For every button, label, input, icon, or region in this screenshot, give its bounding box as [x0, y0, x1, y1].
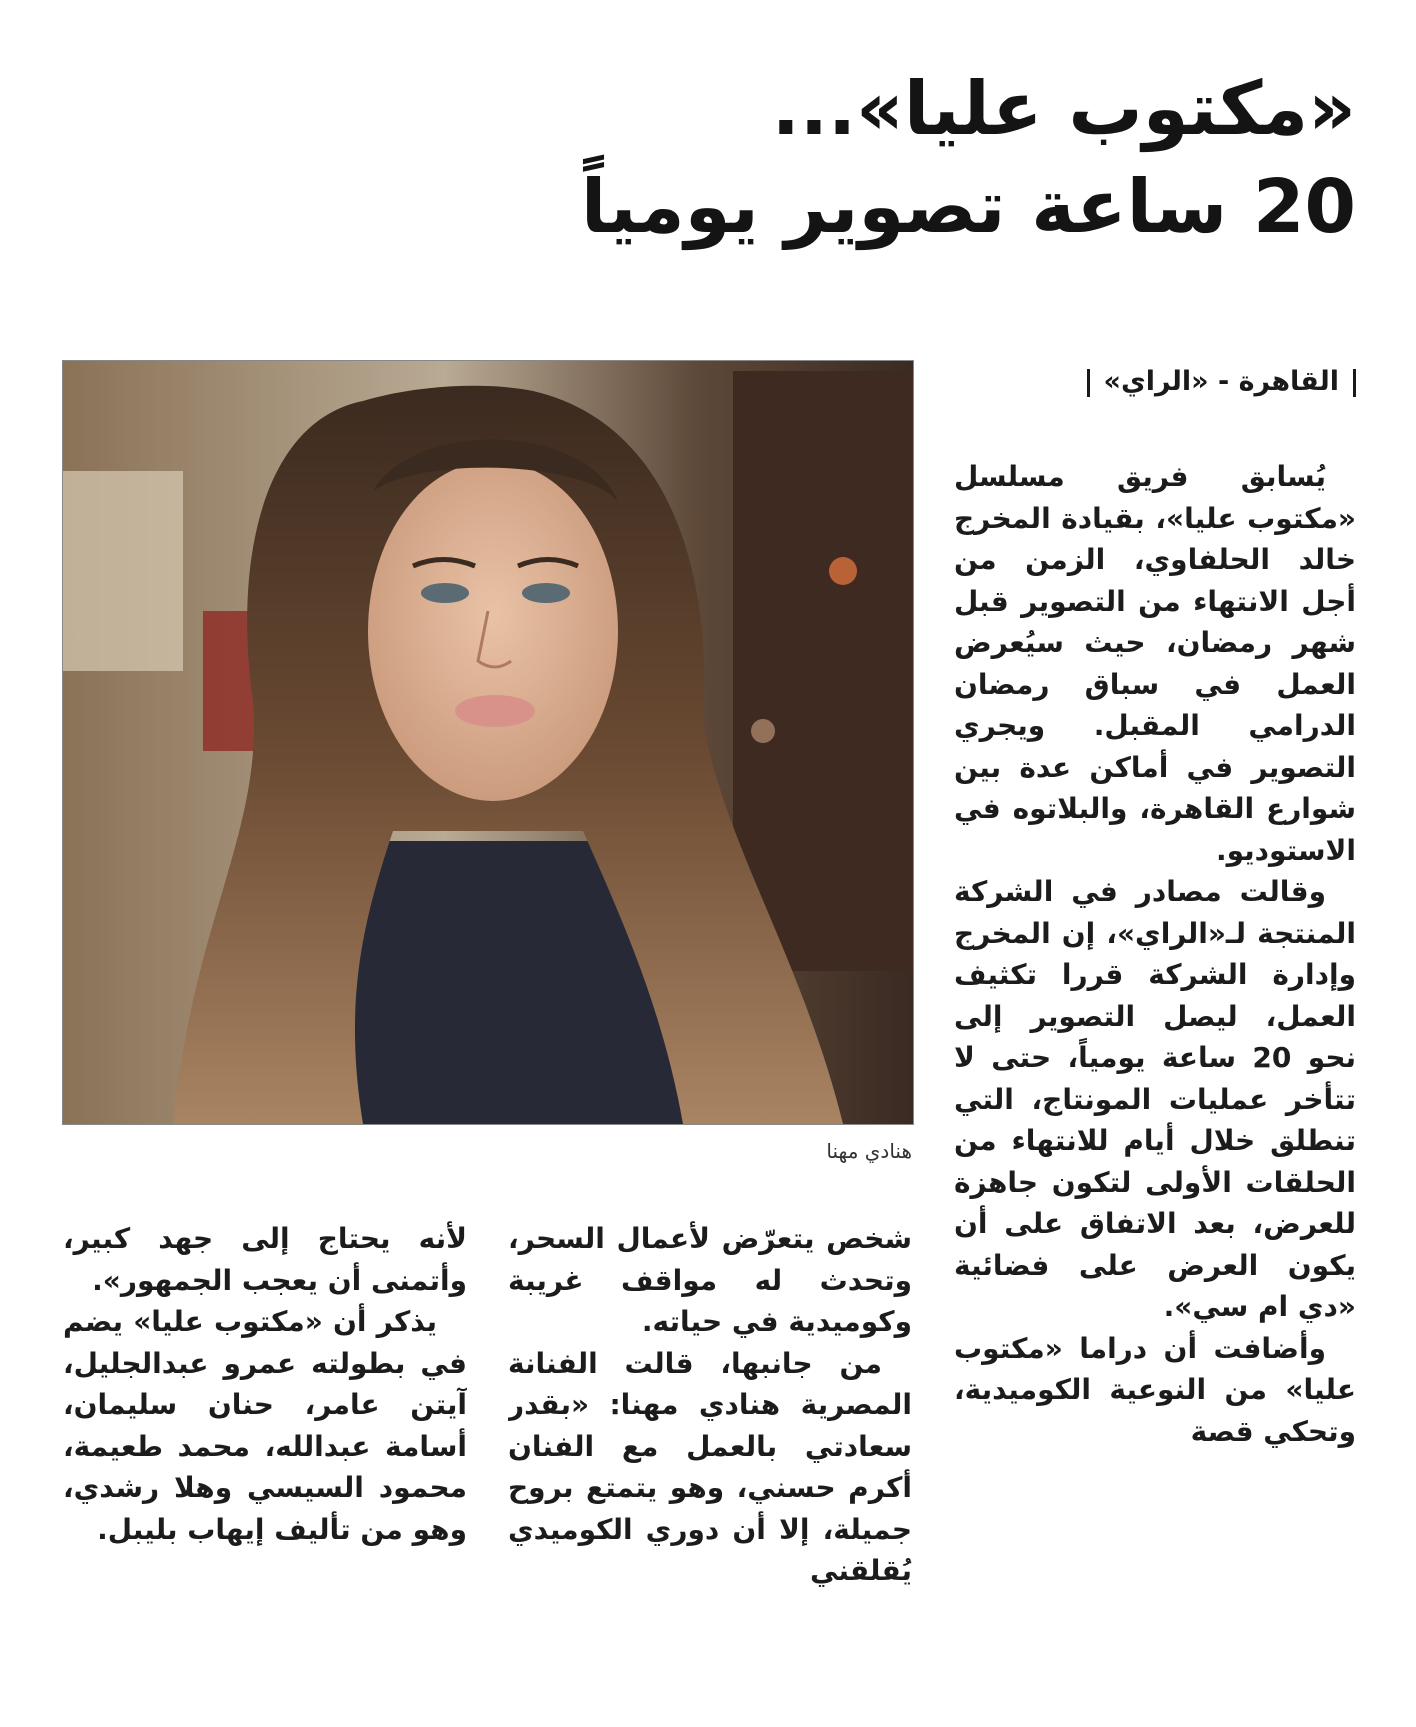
dateline-text: القاهرة - «الراي» [1103, 366, 1339, 397]
paragraph: يُسابق فريق مسلسل «مكتوب عليا»، بقيادة المخرج خالد الحلفاوي، الزمن من أجل الانتهاء من التصوير قبل شهر رمضان، حيث سيُعرض العمل في سباق رمضان الدرامي المقبل. ويجري التصوير في أماكن عدة بين شوارع القاهرة، والبلاتوه في الاستوديو. [954, 460, 1356, 867]
paragraph: وأضافت أن دراما «مكتوب عليا» من النوعية الكوميدية، وتحكي قصة [954, 1331, 1356, 1448]
article-photo [62, 360, 914, 1125]
paragraph: من جانبها، قالت الفنانة المصرية هنادي مهنا: «بقدر سعادتي بالعمل مع الفنان أكرم حسني، وهو يتمتع بروح جميلة، إلا أن دوري الكوميدي يُقلقني [508, 1346, 912, 1587]
paragraph: لأنه يحتاج إلى جهد كبير، وأتمنى أن يعجب الجمهور». [63, 1222, 467, 1297]
portrait-image [63, 361, 913, 1124]
headline [356, 60, 1356, 256]
paragraph: يذكر أن «مكتوب عليا» يضم في بطولته عمرو عبدالجليل، آيتن عامر، حنان سليمان، أسامة عبدالله، محمد طعيمة، محمود السيسي وهلا رشدي، وهو من تأليف إيهاب بليبل. [63, 1305, 467, 1546]
paragraph: شخص يتعرّض لأعمال السحر، وتحدث له مواقف غريبة وكوميدية في حياته. [508, 1222, 912, 1338]
paragraph: وقالت مصادر في الشركة المنتجة لـ«الراي»، إن المخرج وإدارة الشركة قررا تكثيف العمل، ليصل التصوير إلى نحو 20 ساعة يومياً، حتى لا تتأخر عمليات المونتاج، التي تنطلق خلال أيام للانتهاء من الحلقات الأولى لتكون جاهزة للعرض، بعد الاتفاق على أن يكون العرض على فضائية «دي ام سي». [954, 875, 1356, 1323]
headline-line-2: 20 ساعة تصوير يومياً [580, 164, 1356, 250]
article-column-1 [954, 456, 1356, 1646]
photo-caption: هنادي مهنا [826, 1139, 912, 1163]
headline-line-1: «مكتوب عليا»... [771, 66, 1356, 152]
dateline-bar-right [1353, 369, 1356, 397]
article-column-2 [508, 1218, 912, 1646]
dateline-bar-left [1087, 369, 1090, 397]
article-column-3 [63, 1218, 467, 1646]
dateline [1056, 362, 1356, 402]
